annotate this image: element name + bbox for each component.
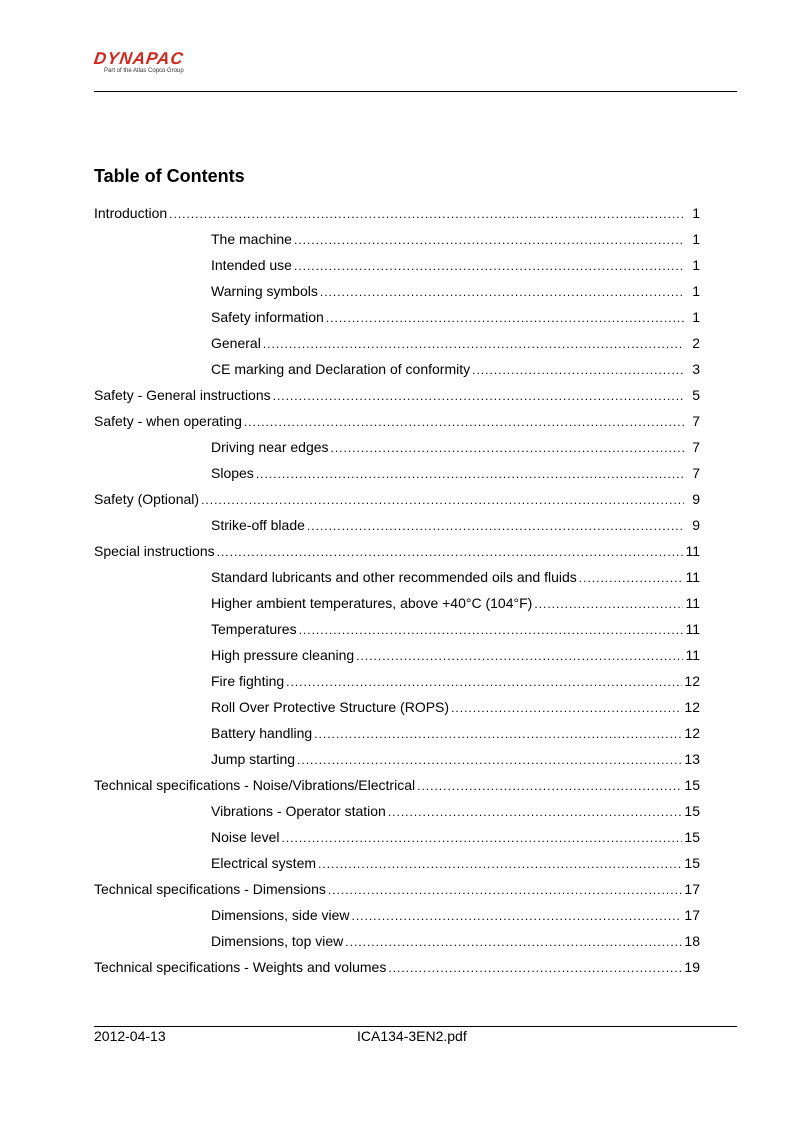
toc-page-number: 7	[692, 413, 700, 429]
logo-wordmark: DYNAPAC	[92, 49, 186, 68]
toc-subentry[interactable]	[94, 515, 700, 541]
toc-dot-leader	[318, 854, 682, 874]
toc-entry-label: Driving near edges	[211, 439, 329, 455]
toc-page-number: 3	[692, 361, 700, 377]
logo-tagline: Part of the Atlas Copco Group	[104, 68, 184, 74]
company-logo	[94, 50, 234, 74]
toc-entry-label: Standard lubricants and other recommended oils and fluids	[211, 569, 577, 585]
toc-subentry[interactable]	[94, 437, 700, 463]
toc-page-number: 11	[685, 543, 700, 559]
toc-entry-label: Technical specifications - Noise/Vibrations/Electrical	[94, 777, 416, 793]
footer-divider	[94, 1026, 737, 1027]
toc-dot-leader	[263, 334, 684, 354]
page-title: Table of Contents	[94, 166, 245, 186]
toc-entry-label: Technical specifications - Weights and volumes	[94, 959, 387, 975]
toc-dot-leader	[294, 230, 684, 250]
header-divider	[94, 91, 737, 92]
toc-page-number: 19	[684, 959, 700, 975]
toc-entry-label: Temperatures	[211, 621, 297, 637]
toc-dot-leader	[331, 438, 684, 458]
toc-dot-leader	[307, 516, 684, 536]
toc-subentry[interactable]	[94, 905, 700, 931]
toc-page-number: 1	[692, 205, 700, 221]
toc-page-number: 7	[692, 439, 700, 455]
toc-subentry[interactable]	[94, 567, 700, 593]
toc-page-number: 11	[685, 621, 700, 637]
toc-page-number: 5	[692, 387, 700, 403]
toc-page-number: 9	[692, 517, 700, 533]
toc-dot-leader	[345, 932, 682, 952]
toc-entry-label: Higher ambient temperatures, above +40°C (104°F)	[211, 595, 533, 611]
toc-entry-label: Safety - General instructions	[94, 387, 271, 403]
toc-dot-leader	[388, 958, 682, 978]
toc-dot-leader	[352, 906, 683, 926]
toc-page-number: 12	[684, 725, 700, 741]
toc-entry[interactable]	[94, 541, 700, 567]
toc-dot-leader	[297, 750, 682, 770]
toc-page-number: 15	[684, 855, 700, 871]
toc-subentry[interactable]	[94, 645, 700, 671]
toc-entry-label: The machine	[211, 231, 292, 247]
toc-subentry[interactable]	[94, 619, 700, 645]
toc-dot-leader	[451, 698, 682, 718]
toc-entry[interactable]	[94, 203, 700, 229]
toc-entry-label: Safety (Optional)	[94, 491, 200, 507]
toc-page-number: 15	[684, 829, 700, 845]
toc-dot-leader	[472, 360, 684, 380]
toc-entry-label: Noise level	[211, 829, 280, 845]
toc-dot-leader	[273, 386, 684, 406]
toc-subentry[interactable]	[94, 749, 700, 775]
toc-page-number: 1	[692, 283, 700, 299]
toc-dot-leader	[534, 594, 683, 614]
toc-dot-leader	[417, 776, 682, 796]
toc-subentry[interactable]	[94, 827, 700, 853]
toc-page-number: 11	[685, 595, 700, 611]
toc-entry-label: General	[211, 335, 261, 351]
toc-entry-label: Introduction	[94, 205, 168, 221]
toc-dot-leader	[328, 880, 683, 900]
toc-entry-label: Safety information	[211, 309, 324, 325]
toc-dot-leader	[281, 828, 682, 848]
toc-page-number: 7	[692, 465, 700, 481]
footer-date: 2012-04-13	[94, 1028, 166, 1044]
toc-subentry[interactable]	[94, 307, 700, 333]
toc-dot-leader	[201, 490, 684, 510]
toc-entry-label: Dimensions, top view	[211, 933, 344, 949]
toc-page-number: 12	[684, 699, 700, 715]
toc-entry[interactable]	[94, 385, 700, 411]
toc-page-number: 1	[692, 309, 700, 325]
toc-page-number: 1	[692, 257, 700, 273]
toc-subentry[interactable]	[94, 255, 700, 281]
toc-entry[interactable]	[94, 411, 700, 437]
toc-page-number: 18	[684, 933, 700, 949]
toc-page-number: 11	[685, 569, 700, 585]
toc-entry-label: High pressure cleaning	[211, 647, 355, 663]
toc-dot-leader	[320, 282, 684, 302]
toc-page-number: 9	[692, 491, 700, 507]
toc-entry-label: Strike-off blade	[211, 517, 305, 533]
toc-dot-leader	[356, 646, 683, 666]
toc-entry-label: Fire fighting	[211, 673, 285, 689]
toc-subentry[interactable]	[94, 593, 700, 619]
toc-entry-label: Dimensions, side view	[211, 907, 350, 923]
toc-entry-label: Battery handling	[211, 725, 313, 741]
toc-page-number: 17	[684, 881, 700, 897]
toc-subentry[interactable]	[94, 281, 700, 307]
toc-entry-label: Jump starting	[211, 751, 296, 767]
toc-dot-leader	[579, 568, 684, 588]
toc-subentry[interactable]	[94, 931, 700, 957]
toc-subentry[interactable]	[94, 853, 700, 879]
toc-entry-label: Technical specifications - Dimensions	[94, 881, 326, 897]
toc-subentry[interactable]	[94, 671, 700, 697]
toc-page-number: 15	[684, 777, 700, 793]
toc-subentry[interactable]	[94, 697, 700, 723]
toc-dot-leader	[244, 412, 684, 432]
toc-dot-leader	[286, 672, 682, 692]
toc-page-number: 15	[684, 803, 700, 819]
toc-dot-leader	[256, 464, 684, 484]
toc-entry-label: Intended use	[211, 257, 292, 273]
toc-subentry[interactable]	[94, 359, 700, 385]
toc-entry-label: Roll Over Protective Structure (ROPS)	[211, 699, 450, 715]
toc-subentry[interactable]	[94, 801, 700, 827]
toc-entry[interactable]	[94, 775, 700, 801]
toc-dot-leader	[294, 256, 684, 276]
toc-page-number: 2	[692, 335, 700, 351]
toc-subentry[interactable]	[94, 463, 700, 489]
toc-entry-label: Slopes	[211, 465, 254, 481]
toc-entry-label: Warning symbols	[211, 283, 318, 299]
toc-subentry[interactable]	[94, 333, 700, 359]
toc-subentry[interactable]	[94, 229, 700, 255]
toc-entry-label: Safety - when operating	[94, 413, 242, 429]
toc-entry[interactable]	[94, 879, 700, 905]
toc-dot-leader	[326, 308, 684, 328]
toc-page-number: 17	[684, 907, 700, 923]
toc-dot-leader	[314, 724, 682, 744]
toc-dot-leader	[169, 204, 684, 224]
toc-entry-label: Electrical system	[211, 855, 317, 871]
toc-page-number: 12	[684, 673, 700, 689]
toc-entry-label: Vibrations - Operator station	[211, 803, 386, 819]
toc-dot-leader	[388, 802, 683, 822]
footer-filename: ICA134-3EN2.pdf	[357, 1028, 467, 1044]
toc-entry-label: CE marking and Declaration of conformity	[211, 361, 471, 377]
toc-page-number: 13	[684, 751, 700, 767]
toc-entry[interactable]	[94, 957, 700, 983]
toc-page-number: 1	[692, 231, 700, 247]
toc-dot-leader	[299, 620, 684, 640]
toc-page-number: 11	[685, 647, 700, 663]
table-of-contents	[94, 203, 700, 983]
toc-subentry[interactable]	[94, 723, 700, 749]
toc-dot-leader	[217, 542, 684, 562]
toc-entry[interactable]	[94, 489, 700, 515]
toc-entry-label: Special instructions	[94, 543, 215, 559]
